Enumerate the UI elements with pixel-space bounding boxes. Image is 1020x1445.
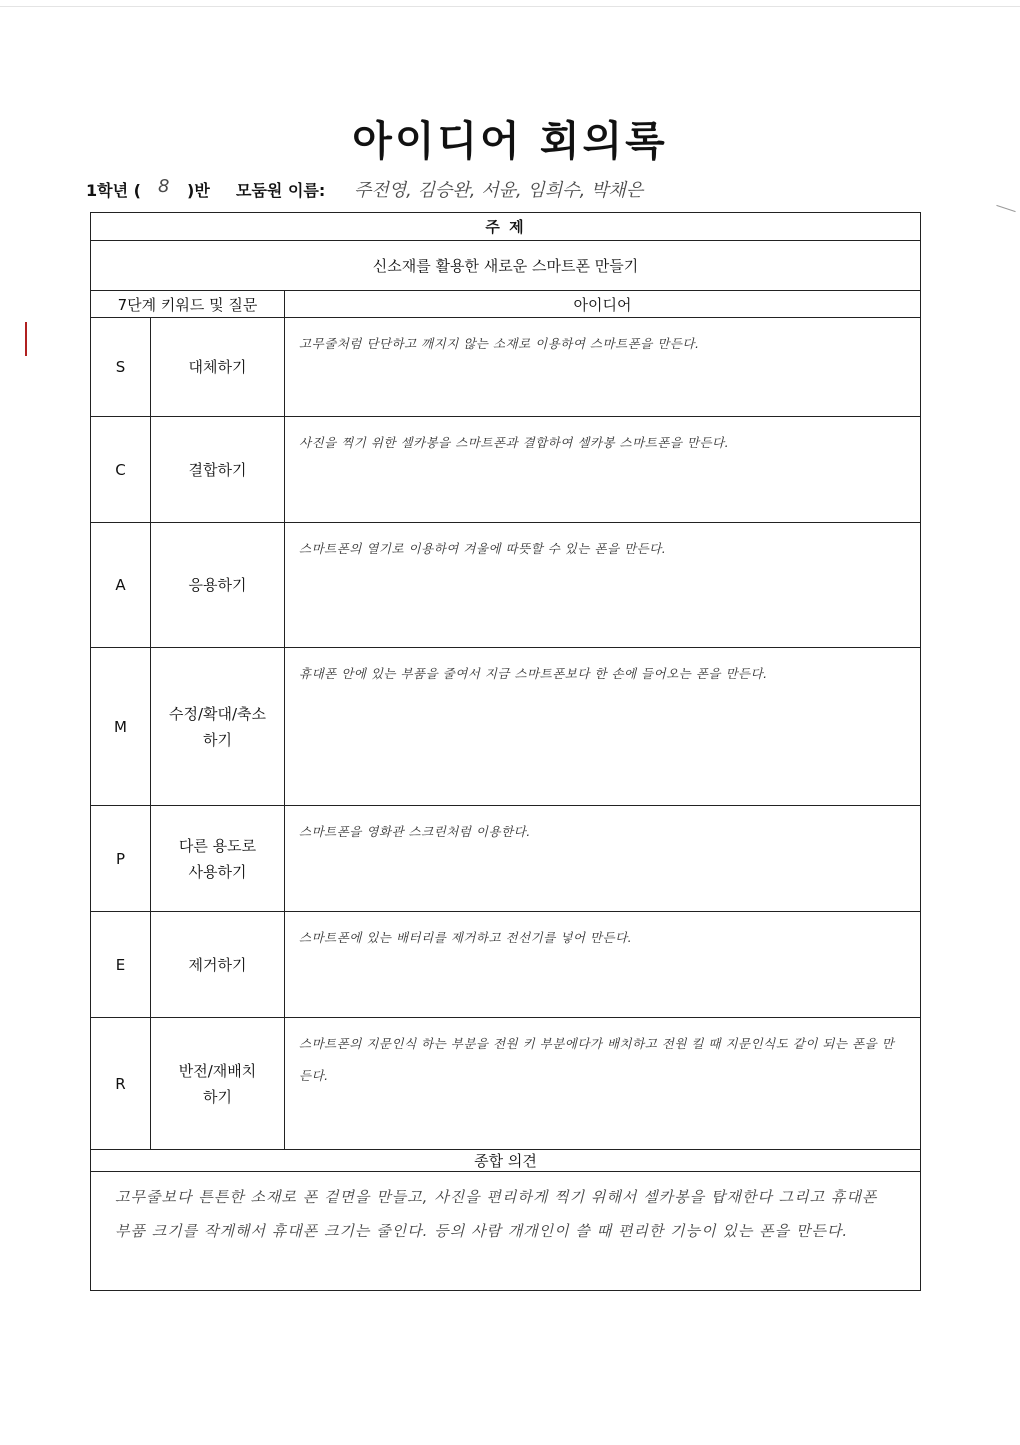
summary-row — [91, 1172, 921, 1291]
row-idea: 스마트폰의 지문인식 하는 부분을 전원 키 부분에다가 배치하고 전원 킬 때 지문인식도 같이 되는 폰을 만든다. — [285, 1018, 921, 1150]
row-keyword-line: 응용하기 — [188, 576, 247, 594]
class-suffix: )반 — [187, 181, 210, 200]
summary-header-row — [91, 1150, 921, 1172]
table-row — [91, 1018, 921, 1150]
row-keyword-line: 다른 용도로 — [178, 836, 257, 855]
members-label: 모둠원 이름: — [236, 181, 326, 200]
row-keyword-line: 결합하기 — [188, 460, 247, 479]
document-title: 아이디어 회의록 — [352, 117, 668, 165]
topic-label: 주 제 — [91, 213, 921, 241]
grade-label: 1학년 ( — [86, 181, 141, 200]
row-code: S — [91, 318, 151, 417]
table-row — [91, 523, 921, 648]
row-idea: 고무줄처럼 단단하고 깨지지 않는 소재로 이용하여 스마트폰을 만든다. — [285, 318, 921, 417]
class-number: 8 — [158, 176, 170, 197]
summary-label: 종합 의견 — [91, 1150, 921, 1172]
keyword-column-header: 7단계 키워드 및 질문 — [91, 291, 285, 318]
row-idea: 사진을 찍기 위한 셀카봉을 스마트폰과 결합하여 셀카봉 스마트폰을 만든다. — [285, 417, 921, 523]
row-keyword — [151, 806, 285, 912]
topic-row — [91, 241, 921, 291]
row-keyword — [151, 912, 285, 1018]
summary-text: 고무줄보다 튼튼한 소재로 폰 겉면을 만들고, 사진을 편리하게 찍기 위해서 셀카봉을 탑재한다 그리고 휴대폰 부품 크기를 작게해서 휴대폰 크기는 줄인다. 등의 사람 개개인이 쓸 때 편리한 기능이 있는 폰을 만든다. — [91, 1172, 921, 1291]
page-top-edge — [0, 6, 1020, 7]
row-keyword-line: 하기 — [203, 1087, 232, 1106]
row-keyword-line: 사용하기 — [188, 862, 247, 881]
header-info — [86, 176, 946, 208]
row-keyword-line: 반전/재배치 — [178, 1061, 257, 1080]
row-keyword-line: 대체하기 — [188, 358, 247, 376]
idea-column-header: 아이디어 — [285, 291, 921, 318]
row-keyword-line: 하기 — [203, 730, 232, 749]
row-code: R — [91, 1018, 151, 1150]
row-keyword-line: 수정/확대/축소 — [168, 704, 267, 723]
row-keyword — [151, 417, 285, 523]
column-header-row — [91, 291, 921, 318]
row-code: E — [91, 912, 151, 1018]
row-keyword — [151, 318, 285, 417]
table-row — [91, 912, 921, 1018]
members-names: 주전영, 김승완, 서윤, 임희수, 박채은 — [354, 180, 644, 201]
row-code: M — [91, 648, 151, 806]
row-keyword-line: 제거하기 — [188, 955, 247, 974]
row-code: C — [91, 417, 151, 523]
topic-header-row — [91, 213, 921, 241]
idea-form-table — [90, 212, 921, 1291]
row-code: P — [91, 806, 151, 912]
row-keyword — [151, 1018, 285, 1150]
table-row — [91, 806, 921, 912]
row-idea: 휴대폰 안에 있는 부품을 줄여서 지금 스마트폰보다 한 손에 들어오는 폰을 만든다. — [285, 648, 921, 806]
row-idea: 스마트폰의 열기로 이용하여 겨울에 따뜻할 수 있는 폰을 만든다. — [285, 523, 921, 648]
row-keyword — [151, 648, 285, 806]
row-idea: 스마트폰을 영화관 스크린처럼 이용한다. — [285, 806, 921, 912]
table-row — [91, 648, 921, 806]
row-idea: 스마트폰에 있는 배터리를 제거하고 전선기를 넣어 만든다. — [285, 912, 921, 1018]
margin-red-mark — [25, 322, 27, 356]
row-code: A — [91, 523, 151, 648]
row-keyword — [151, 523, 285, 648]
topic-text: 신소재를 활용한 새로운 스마트폰 만들기 — [91, 241, 921, 291]
margin-gray-mark — [996, 205, 1015, 212]
table-row — [91, 417, 921, 523]
table-row — [91, 318, 921, 417]
